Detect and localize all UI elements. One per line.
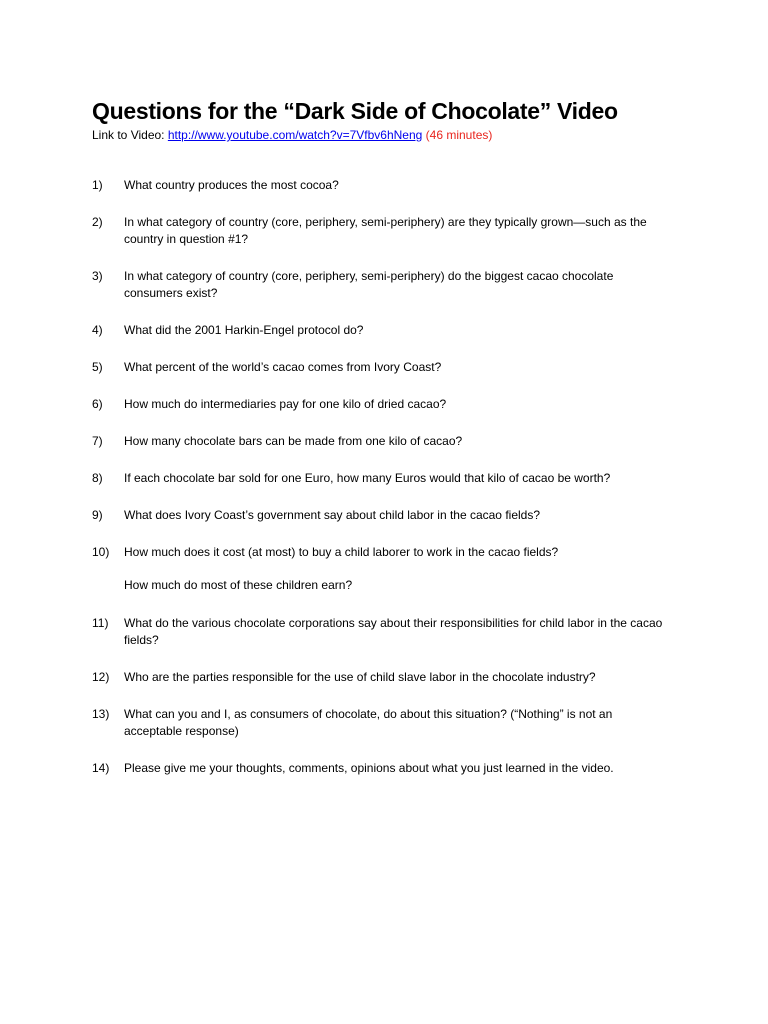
question-text: In what category of country (core, periphery, semi-periphery) are they typically grown—such as the country in question #1? [124,215,647,246]
question-item [92,760,678,777]
question-number: 11) [92,616,109,630]
question-text: How much does it cost (at most) to buy a child laborer to work in the cacao fields? [124,545,559,559]
question-text: What can you and I, as consumers of chocolate, do about this situation? (“Nothing” is not an acceptable response) [124,707,613,738]
question-text: In what category of country (core, periphery, semi-periphery) do the biggest cacao chocolate consumers exist? [124,269,614,300]
question-number: 2) [92,215,103,229]
question-number: 3) [92,269,103,283]
question-item [92,396,678,413]
question-item [92,433,678,450]
question-text: What do the various chocolate corporations say about their responsibilities for child labor in the cacao fields? [124,616,663,647]
video-link-line [92,127,678,143]
question-number: 4) [92,323,103,337]
question-text: What country produces the most cocoa? [124,178,339,192]
question-item [92,615,678,649]
question-number: 6) [92,397,103,411]
question-item [92,177,678,194]
question-item [92,214,678,248]
questions-list [92,177,678,777]
question-item [92,706,678,740]
question-number: 14) [92,761,110,775]
question-text: How much do intermediaries pay for one kilo of dried cacao? [124,397,447,411]
question-number: 13) [92,707,110,721]
question-item [92,507,678,524]
question-item [92,470,678,487]
question-text: Please give me your thoughts, comments, opinions about what you just learned in the video. [124,761,614,775]
question-number: 10) [92,545,110,559]
document-title: Questions for the “Dark Side of Chocolate” Video [92,98,618,124]
question-number: 8) [92,471,103,485]
question-number: 12) [92,670,110,684]
question-number: 1) [92,178,103,192]
question-text: If each chocolate bar sold for one Euro, how many Euros would that kilo of cacao be worth? [124,471,611,485]
video-duration: (46 minutes) [425,128,493,142]
question-item [92,322,678,339]
question-text: How many chocolate bars can be made from one kilo of cacao? [124,434,463,448]
question-text: What does Ivory Coast’s government say about child labor in the cacao fields? [124,508,541,522]
link-label: Link to Video: [92,128,168,142]
question-number: 7) [92,434,103,448]
question-item [92,544,678,561]
question-text: What did the 2001 Harkin-Engel protocol do? [124,323,364,337]
question-number: 9) [92,508,103,522]
question-item [92,268,678,302]
question-text: Who are the parties responsible for the use of child slave labor in the chocolate industry? [124,670,596,684]
question-item [92,669,678,686]
video-link[interactable]: http://www.youtube.com/watch?v=7Vfbv6hNeng [167,128,423,142]
question-number: 5) [92,360,103,374]
question-text: What percent of the world’s cacao comes from Ivory Coast? [124,360,442,374]
question-item [92,359,678,376]
question-subtext: How much do most of these children earn? [124,578,353,592]
